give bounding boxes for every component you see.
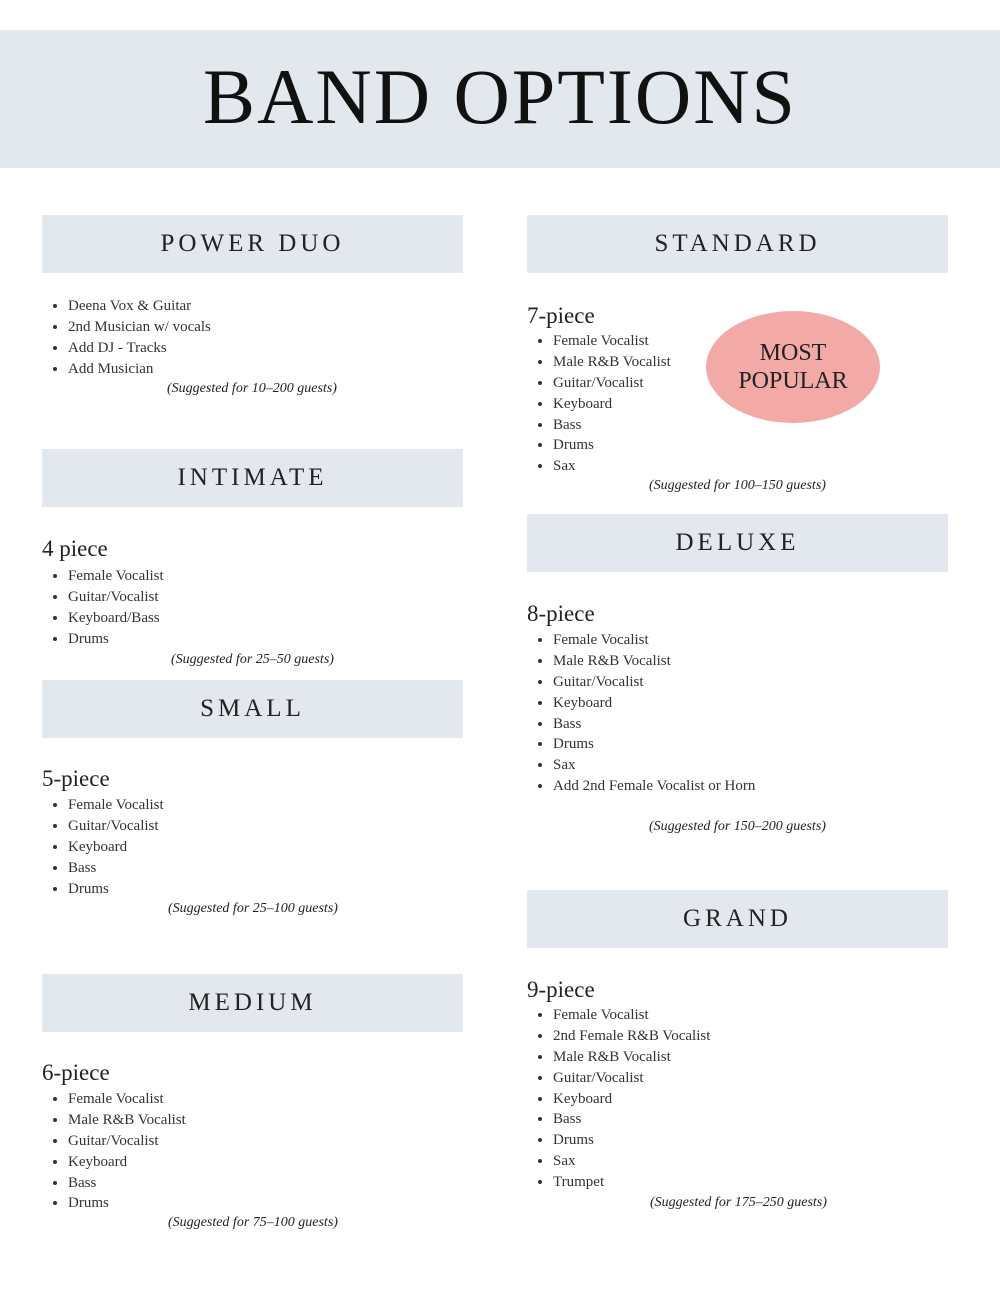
list-item: • Keyboard [553, 394, 671, 415]
list-item: • Sax [553, 1151, 710, 1172]
list-item: • Trumpet [553, 1172, 710, 1193]
list-item: • Sax [553, 755, 755, 776]
list-item: • Bass [553, 415, 671, 436]
medium-list [42, 1089, 186, 1214]
list-item: • Guitar/Vocalist [68, 587, 164, 608]
list-item: • Keyboard [68, 1152, 186, 1173]
badge-line-2: POPULAR [738, 368, 848, 394]
section-header-deluxe: DELUXE [527, 514, 948, 572]
list-item: • Female Vocalist [553, 331, 671, 352]
list-item: • Add 2nd Female Vocalist or Horn [553, 776, 755, 797]
list-item: • Keyboard/Bass [68, 608, 164, 629]
list-item: • Deena Vox & Guitar [68, 296, 211, 317]
list-item: • Guitar/Vocalist [553, 672, 755, 693]
list-item: • Female Vocalist [68, 1089, 186, 1110]
list-item: • Drums [68, 629, 164, 650]
list-item: • Keyboard [553, 1089, 710, 1110]
list-item: • Guitar/Vocalist [68, 816, 164, 837]
section-header-medium: MEDIUM [42, 974, 463, 1032]
list-item: • Drums [68, 1193, 186, 1214]
list-item: • Sax [553, 456, 671, 477]
list-item: • Guitar/Vocalist [68, 1131, 186, 1152]
deluxe-suggested: (Suggested for 150–200 guests) [649, 819, 826, 834]
list-item: • Add Musician [68, 359, 211, 380]
most-popular-badge [706, 311, 880, 423]
list-item: • Bass [553, 714, 755, 735]
list-item: • Drums [553, 734, 755, 755]
small-list [42, 795, 164, 899]
list-item: • Guitar/Vocalist [553, 1068, 710, 1089]
list-item: • Male R&B Vocalist [553, 1047, 710, 1068]
grand-piece-count: 9-piece [527, 977, 595, 1002]
list-item: • Male R&B Vocalist [553, 651, 755, 672]
deluxe-list [527, 630, 755, 797]
list-item: • Keyboard [553, 693, 755, 714]
small-suggested: (Suggested for 25–100 guests) [168, 901, 338, 916]
section-header-grand: GRAND [527, 890, 948, 948]
list-item: • Drums [553, 435, 671, 456]
power-duo-suggested: (Suggested for 10–200 guests) [167, 381, 337, 396]
standard-piece-count: 7-piece [527, 303, 595, 328]
intimate-list [42, 566, 164, 650]
list-item: • Add DJ - Tracks [68, 338, 211, 359]
list-item: • Keyboard [68, 837, 164, 858]
list-item: • Male R&B Vocalist [68, 1110, 186, 1131]
section-header-intimate: INTIMATE [42, 449, 463, 507]
grand-list [527, 1005, 710, 1193]
small-piece-count: 5-piece [42, 766, 110, 791]
intimate-suggested: (Suggested for 25–50 guests) [171, 652, 334, 667]
list-item: • Drums [68, 879, 164, 900]
deluxe-piece-count: 8-piece [527, 601, 595, 626]
section-header-power-duo: POWER DUO [42, 215, 463, 273]
medium-piece-count: 6-piece [42, 1060, 110, 1085]
section-header-standard: STANDARD [527, 215, 948, 273]
list-item: • Drums [553, 1130, 710, 1151]
list-item: • Female Vocalist [68, 566, 164, 587]
list-item: • Bass [68, 1173, 186, 1194]
standard-list [527, 331, 671, 477]
list-item: • 2nd Female R&B Vocalist [553, 1026, 710, 1047]
list-item: • Guitar/Vocalist [553, 373, 671, 394]
badge-line-1: MOST [759, 340, 827, 366]
power-duo-list [42, 296, 211, 380]
list-item: • Male R&B Vocalist [553, 352, 671, 373]
page-title: BAND OPTIONS [203, 53, 797, 140]
list-item: • 2nd Musician w/ vocals [68, 317, 211, 338]
intimate-piece-count: 4 piece [42, 536, 108, 561]
list-item: • Female Vocalist [553, 630, 755, 651]
section-header-small: SMALL [42, 680, 463, 738]
list-item: • Female Vocalist [553, 1005, 710, 1026]
medium-suggested: (Suggested for 75–100 guests) [168, 1215, 338, 1230]
standard-suggested: (Suggested for 100–150 guests) [649, 478, 826, 493]
list-item: • Female Vocalist [68, 795, 164, 816]
grand-suggested: (Suggested for 175–250 guests) [650, 1195, 827, 1210]
list-item: • Bass [68, 858, 164, 879]
list-item: • Bass [553, 1109, 710, 1130]
